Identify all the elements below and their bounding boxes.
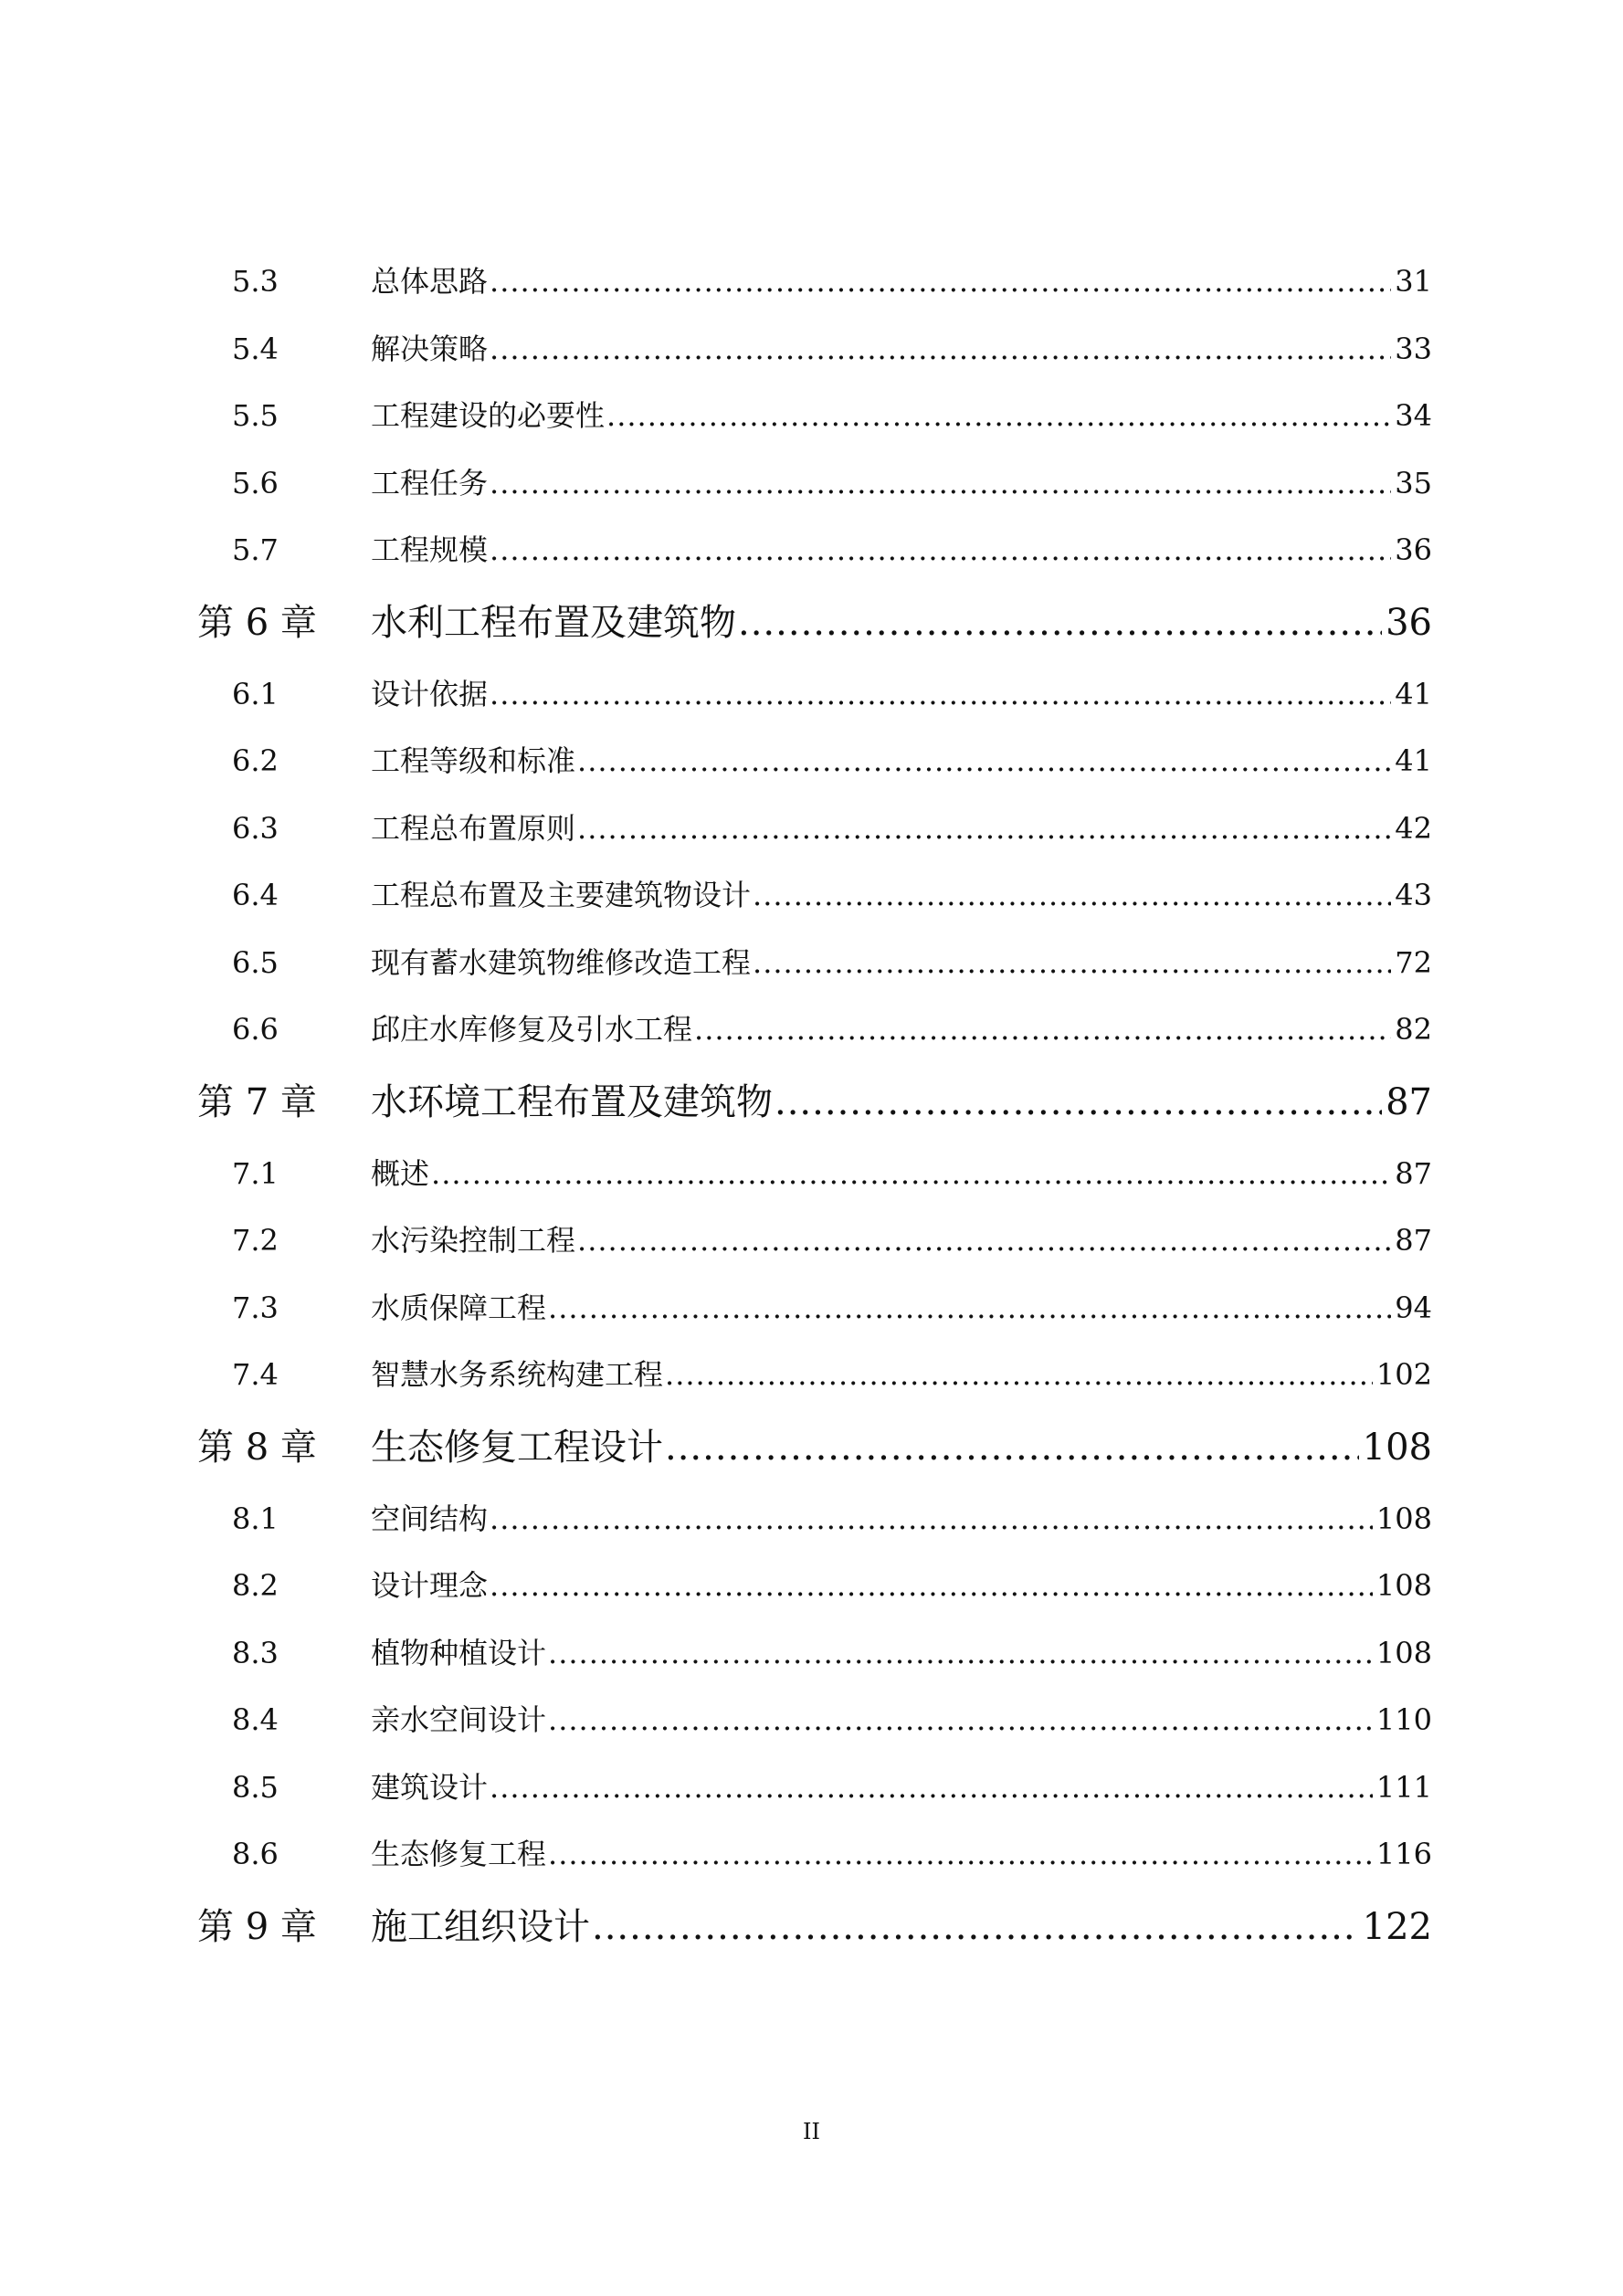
toc-entry-number: 8.5	[232, 1769, 279, 1805]
toc-section-entry[interactable]	[197, 996, 1432, 1064]
toc-chapter-entry[interactable]	[197, 1064, 1432, 1141]
toc-section-entry[interactable]	[197, 450, 1432, 518]
toc-entry-title: 总体思路	[371, 264, 489, 299]
toc-entry-title: 亲水空间设计	[371, 1702, 547, 1737]
toc-dot-leader	[694, 996, 1391, 1064]
toc-entry-page: 87	[1386, 1080, 1432, 1123]
toc-entry-page: 87	[1395, 1155, 1432, 1191]
toc-entry-page: 94	[1395, 1290, 1432, 1325]
toc-section-entry[interactable]	[197, 1687, 1432, 1754]
toc-section-entry[interactable]	[197, 1207, 1432, 1275]
toc-entry-title: 邱庄水库修复及引水工程	[371, 1012, 693, 1047]
toc-entry-title: 解决策略	[371, 331, 489, 366]
toc-entry-page: 41	[1395, 676, 1432, 711]
toc-section-entry[interactable]	[197, 1141, 1432, 1208]
toc-entry-page: 36	[1386, 601, 1432, 644]
toc-entry-page: 108	[1375, 1635, 1432, 1670]
toc-entry-number: 6.3	[232, 810, 279, 846]
toc-entry-title: 施工组织设计	[371, 1905, 590, 1948]
toc-entry-title: 水环境工程布置及建筑物	[371, 1080, 773, 1123]
toc-entry-page: 35	[1395, 465, 1432, 500]
toc-dot-leader	[775, 1064, 1382, 1141]
toc-section-entry[interactable]	[197, 1754, 1432, 1822]
toc-entry-title: 生态修复工程	[371, 1837, 547, 1871]
toc-entry-page: 102	[1375, 1357, 1432, 1392]
toc-dot-leader	[577, 728, 1391, 795]
toc-section-entry[interactable]	[197, 1275, 1432, 1343]
toc-entry-page: 42	[1395, 810, 1432, 846]
toc-entry-number: 7.2	[232, 1223, 279, 1258]
toc-dot-leader	[665, 1342, 1373, 1409]
toc-dot-leader	[490, 316, 1391, 384]
toc-section-entry[interactable]	[197, 1342, 1432, 1409]
toc-dot-leader	[577, 1207, 1391, 1275]
toc-section-entry[interactable]	[197, 795, 1432, 863]
toc-entry-number: 6.1	[232, 676, 279, 711]
toc-dot-leader	[490, 517, 1391, 585]
toc-entry-page: 108	[1362, 1426, 1432, 1469]
toc-entry-number: 8.3	[232, 1635, 279, 1670]
toc-section-entry[interactable]	[197, 728, 1432, 795]
toc-entry-number: 8.2	[232, 1568, 279, 1603]
toc-entry-page: 33	[1395, 331, 1432, 366]
toc-section-entry[interactable]	[197, 316, 1432, 384]
toc-entry-number: 7.4	[232, 1357, 279, 1392]
toc-entry-title: 工程总布置原则	[371, 810, 576, 846]
toc-entry-page: 43	[1395, 878, 1432, 912]
toc-entry-page: 72	[1395, 944, 1432, 980]
toc-entry-number: 第 9 章	[197, 1905, 317, 1948]
toc-entry-number: 5.4	[232, 331, 279, 366]
toc-entry-page: 111	[1375, 1769, 1432, 1805]
toc-dot-leader	[490, 1754, 1373, 1822]
toc-entry-number: 8.1	[232, 1501, 279, 1536]
toc-entry-title: 智慧水务系统构建工程	[371, 1357, 664, 1392]
toc-section-entry[interactable]	[197, 1620, 1432, 1688]
page-number: II	[803, 2119, 820, 2144]
toc-section-entry[interactable]	[197, 930, 1432, 997]
toc-entry-page: 82	[1395, 1012, 1432, 1047]
toc-entry-page: 108	[1375, 1501, 1432, 1536]
toc-dot-leader	[490, 1486, 1373, 1553]
toc-entry-title: 水污染控制工程	[371, 1223, 576, 1258]
toc-entry-title: 概述	[371, 1155, 430, 1191]
toc-dot-leader	[490, 1553, 1373, 1620]
toc-dot-leader	[753, 930, 1391, 997]
toc-section-entry[interactable]	[197, 661, 1432, 729]
toc-entry-title: 工程等级和标准	[371, 743, 576, 778]
toc-chapter-entry[interactable]	[197, 585, 1432, 661]
toc-entry-number: 5.7	[232, 532, 279, 567]
toc-entry-number: 5.6	[232, 465, 279, 500]
toc-entry-number: 第 6 章	[197, 601, 317, 644]
toc-entry-title: 水利工程布置及建筑物	[371, 601, 736, 644]
toc-section-entry[interactable]	[197, 517, 1432, 585]
toc-dot-leader	[577, 795, 1391, 863]
toc-entry-number: 6.4	[232, 878, 279, 912]
toc-dot-leader	[490, 248, 1391, 316]
toc-dot-leader	[490, 661, 1391, 729]
toc-entry-title: 建筑设计	[371, 1769, 489, 1805]
toc-entry-number: 第 7 章	[197, 1080, 317, 1123]
toc-entry-title: 空间结构	[371, 1501, 489, 1536]
toc-dot-leader	[738, 585, 1382, 661]
toc-entry-page: 41	[1395, 743, 1432, 778]
toc-entry-page: 110	[1375, 1702, 1432, 1737]
toc-dot-leader	[548, 1687, 1373, 1754]
toc-entry-page: 34	[1395, 398, 1432, 433]
toc-entry-number: 8.6	[232, 1837, 279, 1871]
toc-entry-title: 水质保障工程	[371, 1290, 547, 1325]
toc-dot-leader	[431, 1141, 1391, 1208]
toc-entry-page: 122	[1362, 1905, 1432, 1948]
toc-entry-number: 6.6	[232, 1012, 279, 1047]
toc-dot-leader	[592, 1889, 1359, 1965]
toc-entry-title: 工程总布置及主要建筑物设计	[371, 878, 752, 912]
toc-dot-leader	[665, 1409, 1359, 1486]
toc-entry-title: 设计理念	[371, 1568, 489, 1603]
toc-entry-number: 7.1	[232, 1155, 279, 1191]
table-of-contents	[197, 248, 1432, 1965]
toc-entry-title: 现有蓄水建筑物维修改造工程	[371, 944, 752, 980]
toc-entry-page: 108	[1375, 1568, 1432, 1603]
toc-section-entry[interactable]	[197, 1486, 1432, 1553]
toc-section-entry[interactable]	[197, 862, 1432, 930]
toc-entry-number: 6.5	[232, 944, 279, 980]
toc-dot-leader	[548, 1620, 1373, 1688]
toc-dot-leader	[606, 383, 1391, 450]
toc-entry-page: 116	[1375, 1837, 1432, 1871]
toc-chapter-entry[interactable]	[197, 1409, 1432, 1486]
toc-entry-title: 工程规模	[371, 532, 489, 567]
toc-section-entry[interactable]	[197, 383, 1432, 450]
toc-section-entry[interactable]	[197, 248, 1432, 316]
toc-entry-title: 生态修复工程设计	[371, 1426, 663, 1469]
toc-dot-leader	[490, 450, 1391, 518]
toc-entry-page: 31	[1395, 264, 1432, 299]
toc-dot-leader	[548, 1275, 1391, 1343]
toc-entry-number: 7.3	[232, 1290, 279, 1325]
toc-entry-title: 设计依据	[371, 676, 489, 711]
toc-dot-leader	[548, 1821, 1373, 1889]
toc-entry-title: 工程任务	[371, 465, 489, 500]
toc-entry-number: 第 8 章	[197, 1426, 317, 1469]
toc-entry-number: 6.2	[232, 743, 279, 778]
toc-entry-number: 5.5	[232, 398, 279, 433]
toc-section-entry[interactable]	[197, 1821, 1432, 1889]
toc-dot-leader	[753, 862, 1391, 930]
toc-chapter-entry[interactable]	[197, 1889, 1432, 1965]
toc-entry-page: 36	[1395, 532, 1432, 567]
toc-section-entry[interactable]	[197, 1553, 1432, 1620]
toc-entry-number: 5.3	[232, 264, 279, 299]
toc-entry-title: 植物种植设计	[371, 1635, 547, 1670]
toc-entry-number: 8.4	[232, 1702, 279, 1737]
toc-entry-page: 87	[1395, 1223, 1432, 1258]
toc-entry-title: 工程建设的必要性	[371, 398, 606, 433]
